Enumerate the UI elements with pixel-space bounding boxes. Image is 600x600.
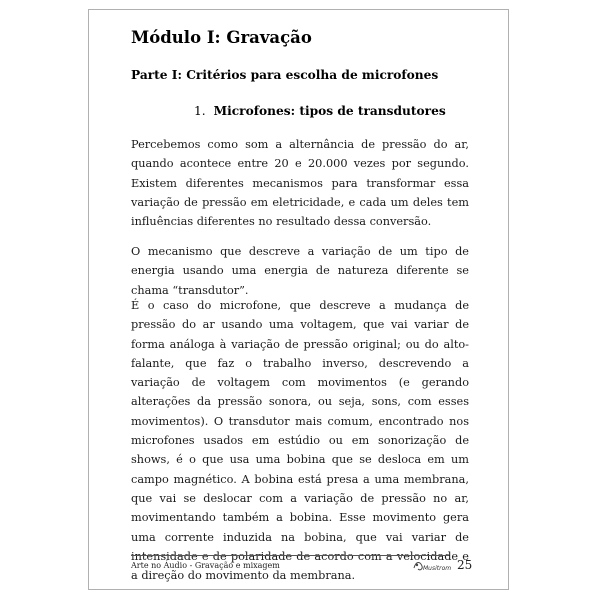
publisher-logo [411, 558, 451, 574]
section-heading [194, 104, 446, 118]
paragraph-1: Percebemos como som a alternância de pressão do ar, quando acontece entre 20 e 20.000 vezes por segundo. Existem diferentes mecanismos para transformar essa variação de pressão em eletricidade, e cada um deles tem influências diferentes no resultado dessa conversão. [131, 138, 469, 229]
paragraph-3: É o caso do microfone, que descreve a mudança de pressão do ar usando uma voltagem, que vai variar de forma análoga à variação de pressão original; ou do alto-falante, que faz o trabalho inverso, descrevendo a variação de voltagem com movimentos (e gerando alterações da pressão sonora, ou seja, sons, com esses movimentos). O transdutor mais comum, encontrado nos microfones usados em estúdio ou em sonorização de shows, é o que usa uma bobina que se desloca em um campo magnético. A bobina está presa a uma membrana, que vai se deslocar com a variação de pressão no ar, movimentando também a bobina. Esse movimento gera uma corrente induzida na bobina, que vai variar de intensidade e de polaridade de acordo com a velocidade e a direção do movimento da membrana. [131, 299, 469, 583]
footer-divider [131, 555, 449, 556]
footer-book-title: Arte no Áudio - Gravação e mixagem [131, 561, 280, 570]
publisher-logo-text: Musitrom [423, 565, 451, 572]
section-number: 1. [194, 104, 206, 118]
paragraph-2: O mecanismo que descreve a variação de um tipo de energia usando uma energia de natureza diferente se chama “transdutor”. [131, 245, 469, 297]
part-title: Parte I: Critérios para escolha de microfones [131, 68, 439, 82]
page-number: 25 [457, 558, 473, 572]
section-title: Microfones: tipos de transdutores [213, 104, 446, 118]
module-title: Módulo I: Gravação [131, 28, 312, 47]
